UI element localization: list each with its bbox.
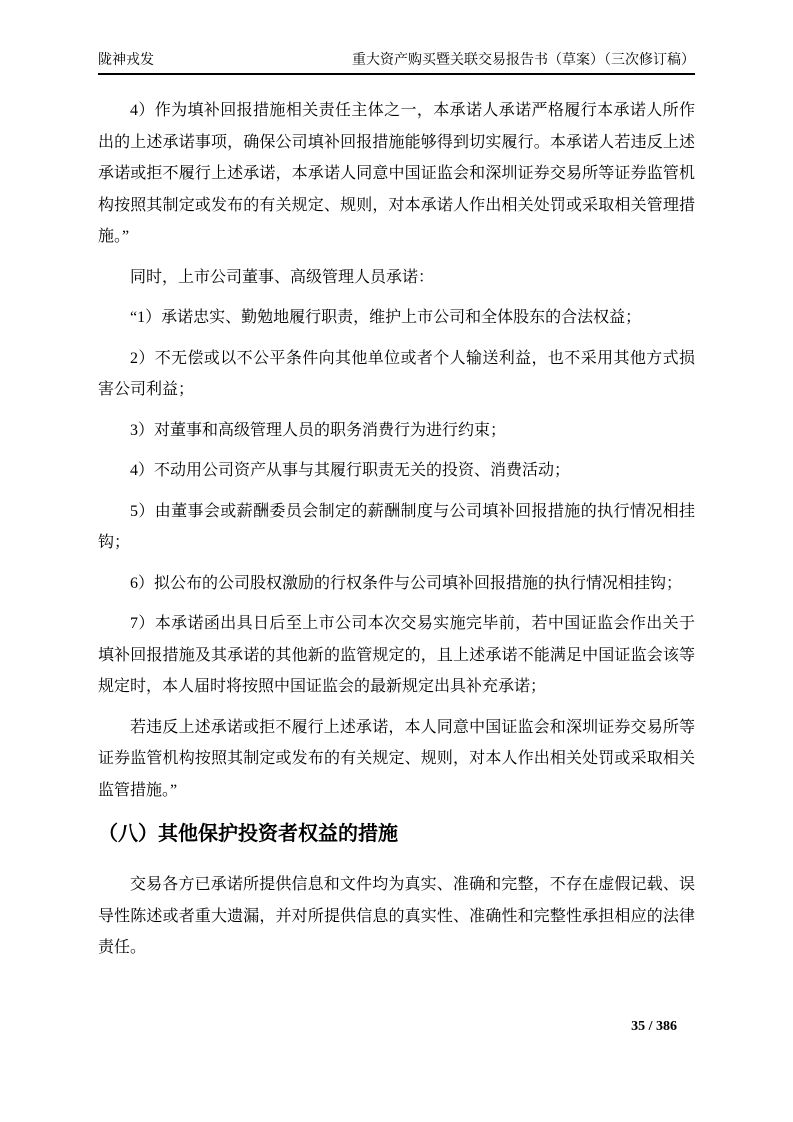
- header-document-title: 重大资产购买暨关联交易报告书（草案）（三次修订稿）: [352, 53, 695, 68]
- page-number: 35 / 386: [631, 1019, 677, 1034]
- header-company-name: 陇神戎发: [98, 53, 154, 68]
- section-heading: （八）其他保护投资者权益的措施: [98, 823, 398, 845]
- body-paragraph: 同时，上市公司董事、高级管理人员承诺：: [130, 268, 435, 286]
- body-paragraph: 4）作为填补回报措施相关责任主体之一，本承诺人承诺严格履行本承诺人所作出的上述承诺事项，确保公司填补回报措施能够得到切实履行。本承诺人若违反上述承诺或拒不履行上述承诺，本承诺人同意中国证监会和深圳证券交易所等证券监管机构按照其制定或发布的有关规定、规则，对本承诺人作出相关处罚或采取相关管理措施。”: [98, 102, 695, 245]
- body-paragraph: 交易各方已承诺所提供信息和文件均为真实、准确和完整，不存在虚假记载、误导性陈述或者重大遗漏，并对所提供信息的真实性、准确性和完整性承担相应的法律责任。: [98, 876, 695, 956]
- body-paragraph: 3）对董事和高级管理人员的职务消费行为进行约束；: [130, 421, 507, 439]
- page-header: [98, 52, 695, 75]
- body-paragraph: 2）不无偿或以不公平条件向其他单位或者个人输送利益，也不采用其他方式损害公司利益；: [98, 349, 695, 398]
- body-paragraph: 7）本承诺函出具日后至上市公司本次交易实施完毕前，若中国证监会作出关于填补回报措施及其承诺的其他新的监管规定的，且上述承诺不能满足中国证监会该等规定时，本人届时将按照中国证监会的最新规定出具补充承诺；: [98, 615, 695, 695]
- body-paragraph: 5）由董事会或薪酬委员会制定的薪酬制度与公司填补回报措施的执行情况相挂钩；: [98, 502, 695, 551]
- body-paragraph: 4）不动用公司资产从事与其履行职责无关的投资、消费活动；: [130, 462, 571, 479]
- body-paragraph: “1）承诺忠实、勤勉地履行职责，维护上市公司和全体股东的合法权益；: [130, 309, 642, 326]
- page-body: [98, 95, 695, 973]
- body-paragraph: 若违反上述承诺或拒不履行上述承诺，本人同意中国证监会和深圳证券交易所等证券监管机构按照其制定或发布的有关规定、规则，对本人作出相关处罚或采取相关监管措施。”: [98, 718, 695, 799]
- body-paragraph: 6）拟公布的公司股权激励的行权条件与公司填补回报措施的执行情况相挂钩；: [130, 574, 683, 592]
